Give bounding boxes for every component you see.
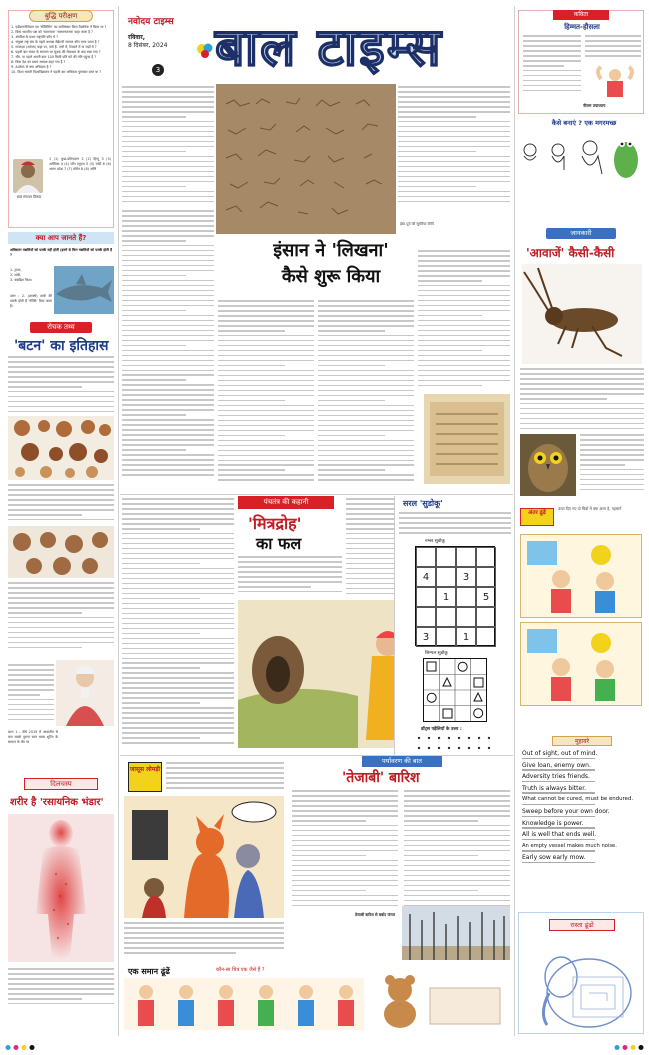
sudoku-cell[interactable] (476, 607, 496, 627)
spot-caption: ऊपर दिए गए दो चित्रों में क्या अंतर है, पहचानें (558, 506, 622, 511)
proverb-4: Truth is always bitter. (522, 785, 644, 794)
date-full: 8 दिसंबर, 2024 (128, 42, 168, 49)
proverb-8: All is well that ends well. (522, 831, 644, 840)
date-line (128, 34, 168, 50)
buttons-image (8, 416, 114, 480)
sudoku-cell[interactable]: 4 (416, 567, 436, 587)
button-caption: बटन 1 - दीर्घ 2019 में आयातीत से बना सबसे पुराना बटन खास शूटिंग के सामान के तौर पर (8, 730, 58, 744)
button-text-1 (8, 356, 114, 414)
sudoku-text (399, 512, 511, 536)
spot-title-badge (520, 508, 554, 526)
sudoku-cell[interactable] (456, 547, 476, 567)
body-image (8, 814, 114, 962)
info-ribbon-label: जानकारी (570, 229, 592, 237)
writing-headline (216, 238, 446, 296)
shape-sudoku-grid (423, 658, 487, 722)
proverb-5: What cannot be cured, must be endured. (522, 796, 644, 805)
heart-title: दिलचस्प (50, 780, 72, 788)
crocodile-steps-image (518, 130, 644, 182)
panch-text-col1 (122, 498, 234, 748)
quiz-item-1: 1. एडीशनलेशियल पत्र 'सीलिमिंग' का आविष्कार किस वैज्ञानिक ने किया था ? (11, 25, 107, 29)
shark-image (54, 266, 114, 314)
know-section (8, 232, 114, 320)
jasoos-badge (128, 762, 162, 792)
divider-h1 (120, 494, 513, 495)
fact-ribbon (30, 322, 92, 333)
shape-sudoku-title: सिम्पल सुडोकू (425, 651, 448, 656)
masthead-title: बाल टाइम्स (215, 18, 443, 78)
know-option-2: 2. शार्क, (10, 273, 22, 277)
proverb-1: Out of sight, out of mind. (522, 750, 644, 759)
sudoku-cell[interactable] (476, 567, 496, 587)
proverb-10: Early sow early mow. (522, 854, 644, 863)
spot-diff-section (518, 500, 644, 710)
divider-left (118, 6, 119, 1036)
acid-text-col2 (404, 790, 510, 910)
comic-image (124, 796, 284, 918)
draw-title: कैसे बनाएं ? एक मगरमच्छ (551, 119, 617, 127)
quiz-item-10: 10. विश्व भारती विश्वविद्यालय ने पहली बार अधिकार पुरस्कार बाज था ? (11, 70, 102, 74)
maze-ribbon-label: रास्ता ढूंढो (570, 921, 594, 929)
sudoku-cell[interactable] (416, 587, 436, 607)
quiz-item-4: 4. संयुक्त राष्ट्र संघ के पहले अध्यक्ष सेक्रेटरी जनरल कौन माना जाता है ? (11, 40, 100, 44)
tablet-caption: ईसा-पूर्व की सुमेरिया लिपि (400, 222, 434, 226)
body-text (8, 968, 114, 1012)
sudoku-cell[interactable]: 5 (476, 587, 496, 607)
quiz-section (8, 10, 114, 228)
voices-title: 'आवाजें' कैसी-कैसी (526, 246, 615, 260)
sudoku-cell[interactable] (456, 607, 476, 627)
sudoku-cell[interactable] (436, 627, 456, 647)
acid-text-col1 (292, 790, 398, 910)
masthead (120, 8, 513, 80)
kids-lineup-image (124, 978, 364, 1030)
poem-ribbon (553, 10, 609, 20)
button-text-4 (8, 664, 54, 724)
quiz-item-8: 8. किस देश का प्रथम अध्यक्ष कहां गया है ? (11, 60, 66, 64)
spot-title: अंतर ढूंढें (528, 510, 546, 516)
teddy-image (370, 970, 508, 1030)
writing-title-2: कैसे शुरू किया (281, 266, 381, 287)
body-title: शरीर है 'रसायनिक भंडार' (10, 797, 104, 808)
sudoku-cell[interactable] (456, 587, 476, 607)
acid-caption: तेजाबी बारिश से बर्बाद जंगल (354, 912, 396, 917)
panch-ribbon-label: पंचतंत्र की कहानी (263, 498, 309, 506)
quiz-item-9: 9. AIIMS से क्या अभिप्राय है ? (11, 65, 52, 69)
writing-text-col2 (122, 210, 214, 486)
sudoku-cell[interactable] (476, 627, 496, 647)
cricket-image (522, 264, 642, 364)
poem-text-1 (523, 35, 581, 97)
acid-title: 'तेजाबी' बारिश (342, 770, 420, 786)
sudoku-cell[interactable] (436, 567, 456, 587)
diff-title: एक समान ढूंढें (128, 967, 170, 976)
proverb-7: Knowledge is power. (522, 820, 644, 829)
portrait-caption: बाल गंगाधर तिलक (16, 195, 42, 199)
writing-title-1: इंसान ने 'लिखना' (273, 240, 389, 261)
divider-h2 (120, 755, 513, 756)
quiz-item-6: 6. पहली बार भारत के भारतम पर सूत्रक की रोकथाम के बाद रखा गया ? (11, 50, 101, 54)
jasoos-comic (120, 756, 288, 962)
proverb-list (522, 750, 644, 866)
sudoku-title: सरल 'सुडोकू' (403, 499, 443, 508)
jasoos-title: जासूस लोमड़ी (129, 766, 161, 773)
left-column (0, 0, 118, 1043)
owl-image (520, 434, 576, 496)
sudoku-cell[interactable] (416, 607, 436, 627)
button-text-3 (8, 582, 114, 652)
know-option-1: 1. ट्राउट, (10, 268, 22, 272)
poem-author: नीलम उपाध्याय (583, 103, 606, 108)
writing-text-col1 (122, 86, 214, 206)
sudoku-cell[interactable] (476, 547, 496, 567)
panch-title-1: 'मित्रद्रोह' (248, 514, 302, 533)
proverb-2: Give loan, enemy own. (522, 762, 644, 771)
portrait-image (13, 159, 43, 193)
brand-name: नवोदय टाइम्स (128, 17, 174, 27)
fact-title: रोचक तथ्य (47, 323, 75, 331)
quiz-item-3: 3. अंतरिक्ष के प्रथम राष्ट्रपति कौन थे ? (11, 35, 59, 39)
know-option-3: 3. कन्नडिश फिश। (10, 278, 33, 282)
quiz-list (11, 25, 111, 149)
sudoku-cell[interactable]: 3 (456, 567, 476, 587)
antique-buttons-image (8, 526, 114, 578)
acid-rain-article (290, 756, 513, 962)
sudoku-cell[interactable] (436, 547, 456, 567)
know-options (10, 268, 50, 292)
quiz-item-7: 7. सौर- या पहले अपनी कार 100 किमी प्रति घंटे की गति पहुंचा है ? (11, 55, 96, 59)
proverbs-section (518, 736, 644, 908)
sudoku-subtitle: नम्बर सुडोकू (425, 539, 445, 544)
writing-text-col3 (218, 300, 314, 486)
writing-text-col5 (318, 300, 414, 486)
jasoos-caption (124, 922, 284, 958)
sudoku-cell[interactable]: 1 (436, 587, 456, 607)
proverb-9: An empty vessel makes much noise. (522, 843, 644, 852)
strong-boy-image (591, 65, 639, 97)
balloon-icon (196, 42, 214, 60)
dots-answer-image (413, 734, 497, 752)
quiz-title: बुद्धि परीक्षण (44, 12, 78, 20)
registration-mark-bottom (0, 1036, 649, 1043)
sudoku-cell[interactable] (416, 547, 436, 567)
proverbs-ribbon (552, 736, 612, 746)
proverb-6: Sweep before your own door. (522, 808, 644, 817)
spot-same-section (120, 964, 513, 1036)
writing-text-col4 (398, 86, 510, 206)
date-weekday: रविवार, (128, 34, 145, 41)
gentleman-image (56, 660, 114, 726)
poem-ribbon-label: कविता (573, 11, 589, 18)
elephant-maze-image (523, 937, 641, 1031)
tablet-image (216, 84, 396, 234)
environment-ribbon (362, 756, 442, 767)
panch-text-col3 (238, 556, 342, 596)
jasoos-text (166, 762, 284, 790)
voices-text-1 (520, 368, 644, 432)
writing-article (120, 84, 513, 494)
know-title: क्या आप जानते हैं? (8, 232, 114, 244)
know-answer: उत्तर : 2. (शार्क्स) शार्क की पलकें होती हैं 'नीक्टि' दिया जाता है। (10, 294, 52, 308)
divider-right (514, 6, 515, 1036)
dots-answer-title: डॉट्स पहेलियों के उत्तर : (421, 727, 462, 732)
button-title: 'बटन' का इतिहास (14, 338, 109, 354)
poem-section (518, 10, 644, 114)
proverb-3: Adversity tries friends. (522, 773, 644, 782)
page-number: 3 (152, 64, 164, 76)
poem-text-2 (585, 35, 641, 61)
diff-subtitle: कौन-सा चित्र एक जैसे हैं ? (216, 967, 265, 973)
voices-text-2 (580, 434, 644, 496)
quiz-answers: 1 (1) कुछ-प्रतिपालन 2 (2) हिन्दू 3 (3) अमेरिका 4 (4) जॉन ल्यूएस 5 (5) चांदी 6 (6) अलग प्रदेश 7 (7) प्रोमेन 8 (8) अग्नि (49, 157, 111, 171)
sudoku-cell[interactable]: 1 (456, 627, 476, 647)
quiz-item-2: 2. किस भारतीय पक्ष को 'स्वतन्त्रता' 'सम्मानजनक' कहा जाता है ? (11, 30, 93, 34)
panch-ribbon (238, 496, 334, 509)
poem-title: हिम्मत-हौसला (564, 23, 600, 31)
spot-image-top (520, 534, 642, 618)
writing-text-col6 (418, 250, 510, 390)
heart-ribbon (24, 778, 98, 790)
spot-image-bottom (520, 622, 642, 706)
scroll-image (424, 394, 510, 484)
quiz-item-5: 5. मराठाश (आंग्ला) कहां पर, पाते हैं- पत्तों में, टिकाने में या जड़ों में ? (11, 45, 97, 49)
know-question: अधिकतर मछलियों को पलकें नहीं होतीं (इनमें से किन मछलियों को पलकें होती हैं ? (10, 248, 112, 257)
maze-section (518, 912, 644, 1034)
info-ribbon (546, 228, 616, 239)
environment-label: पर्यावरण की बात (381, 757, 423, 765)
quiz-title-badge (29, 10, 93, 22)
panch-title-2: का फल (256, 534, 302, 553)
proverbs-ribbon-label: मुहावरे (574, 738, 590, 745)
sudoku-panel (394, 496, 514, 756)
right-column (516, 0, 649, 1043)
button-text-2 (8, 484, 114, 524)
maze-ribbon (549, 919, 615, 931)
dead-forest-image (402, 906, 510, 960)
sudoku-cell[interactable]: 3 (416, 627, 436, 647)
sudoku-cell[interactable] (436, 607, 456, 627)
sudoku-grid (415, 546, 495, 646)
